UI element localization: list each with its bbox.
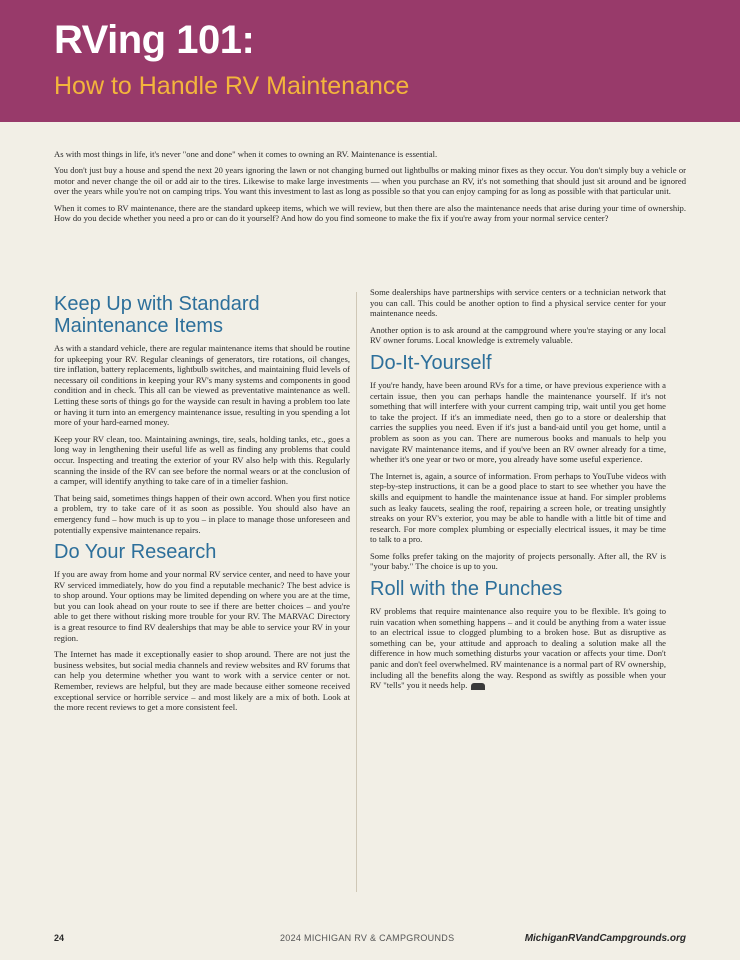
section-heading-standard-maintenance: Keep Up with Standard Maintenance Items xyxy=(54,293,260,337)
intro-section xyxy=(54,149,686,229)
body-paragraph: That being said, sometimes things happen of their own accord. When you first notice a problem, try to take care of it as soon as possible. You should also have an emergency fund – how much is up to you – in place to manage those unforeseen and potentially expensive maintenance repairs. xyxy=(54,492,350,535)
section-heading-diy: Do-It-Yourself xyxy=(370,351,492,374)
intro-paragraph: As with most things in life, it's never "one and done" when it comes to owning an RV. Maintenance is essential. xyxy=(54,149,438,159)
body-paragraph: The Internet is, again, a source of information. From perhaps to YouTube videos with step-by-step instructions, it can be a good place to start to see whether you have the skills and equipment to handle the maintenance issue at hand. For simpler problems such as leaky faucets, sealing the roof, repairing a screen hole, or treating unsightly streaks on your RV's exterior, you may be able to handle with a little bit of time and research. For more complex plumbing or especially electrical issues, it may be time to talk to a pro. xyxy=(370,470,666,545)
rv-end-mark-icon xyxy=(471,683,485,690)
body-paragraph: As with a standard vehicle, there are regular maintenance items that should be routine for upkeeping your RV. Regular cleanings of generators, tire rotations, oil changes, tire inflation, battery replacements, lightbulb switches, and maintaining fluid levels of necessary oil conditions in keeping your RV's many systems and components in good condition and in check. This all can be viewed as preventative maintenance as well. Letting these sorts of things go for the wayside can result in having a problem too late or having it turn into an emergency maintenance issue, resulting in you spending a lot more of your hard-earned money. xyxy=(54,343,350,428)
section-heading-roll-with-punches: Roll with the Punches xyxy=(370,578,563,601)
website-link[interactable]: MichiganRVandCampgrounds.org xyxy=(524,933,686,944)
body-paragraph: The Internet has made it exceptionally easier to shop around. There are not just the business websites, but social media channels and review websites and RV forums that can help you determine whether you want to work with a service center or not. Remember, reviews are helpful, but they are made because either someone received exceptional service or horrible service – and most likely are a mix of both. Look at the more recent reviews to get a more consistent feel. xyxy=(54,649,350,713)
body-paragraph: If you are away from home and your normal RV service center, and need to have your RV serviced immediately, how do you find a reputable mechanic? The best advice is to shop around. Your options may be limited depending on where you are at the time, but you can look ahead on your route to see if there are better choices – and you're able to get there without risking more trouble for your RV. The MARVAC Directory is a great resource to find RV dealerships that may be able to service your RV in your region. xyxy=(54,569,350,643)
page-title: RVing 101: xyxy=(54,18,255,62)
publication-name: 2024 MICHIGAN RV & CAMPGROUNDS xyxy=(280,933,455,943)
body-paragraph: If you're handy, have been around RVs for a time, or have previous experience with a certain issue, then you can perhaps handle the maintenance yourself. If it's not something that will interfere with your current camping trip, wait until you get home to take the project. If it's an immediate need, then go to a store or dealership that carries the supplies you need. Even if it's just a band-aid until you get home, until a problem as soon as you can. There are numerous books and manuals to help you navigate RV maintenance items, and if you've been an RV owner already for a time, whether it's one year or two or more, you already have some useful experience. xyxy=(370,379,666,465)
page-number: 24 xyxy=(54,933,65,943)
page-footer xyxy=(54,933,686,947)
final-paragraph-text: RV problems that require maintenance also require you to be flexible. It's going to ruin vacation when something happens – and it could be anything from a water issue to an electrical issue to clogged plumbing to a broken hose. But as disruptive as something can be, your attitude and approach to dealing a solution make all the difference in how much something disturbs your vacation or affects your time. Don't panic and don't feel overwhelmed. RV maintenance is a normal part of RV ownership, including all the benefits along the way. Respond as swiftly as possible when your RV "tells" you it needs help. xyxy=(370,606,666,691)
body-paragraph-final xyxy=(370,606,666,691)
section-heading-research: Do Your Research xyxy=(54,541,217,564)
body-paragraph: Keep your RV clean, too. Maintaining awnings, tire, seals, holding tanks, etc., goes a long way in lengthening their useful life as well as finding any problems that could occur. Inspecting and treating the exterior of your RV also help with this. Regularly scanning the inside of the RV can see before the normal wears or at the conclusion of a camper, will identify anything to take care of in a timelier fashion. xyxy=(54,433,350,487)
left-column xyxy=(54,287,350,719)
body-paragraph: Another option is to ask around at the campground where you're staying or any local RV owner forums. Local knowledge is extremely valuable. xyxy=(370,324,666,346)
title-banner xyxy=(0,0,740,122)
page-subtitle: How to Handle RV Maintenance xyxy=(54,72,410,100)
intro-paragraph: You don't just buy a house and spend the next 20 years ignoring the lawn or not changing burned out lightbulbs or making minor fixes as they occur. You don't simply buy a vehicle or motor and never change the oil or add air to the tires. Likewise to make large investments — when you purchase an RV, it's not something that should just sit around and be ignored over the years while you're not on camping trips. You want this investment to last as long as possible so that you can enjoy camping for as long as possible with that particular unit. xyxy=(54,165,686,197)
intro-paragraph: When it comes to RV maintenance, there are the standard upkeep items, which we will review, but then there are also the maintenance needs that arise during your time of ownership. How do you decide whether you need a pro or can do it yourself? And how do you find someone to make the fix if you're away from your normal service center? xyxy=(54,202,686,224)
right-column xyxy=(370,287,666,697)
body-paragraph: Some dealerships have partnerships with service centers or a technician network that you can call. This could be another option to find a physical service center for your maintenance needs. xyxy=(370,287,666,319)
column-divider xyxy=(356,292,357,892)
body-paragraph: Some folks prefer taking on the majority of projects personally. After all, the RV is "your baby." The choice is up to you. xyxy=(370,550,666,572)
